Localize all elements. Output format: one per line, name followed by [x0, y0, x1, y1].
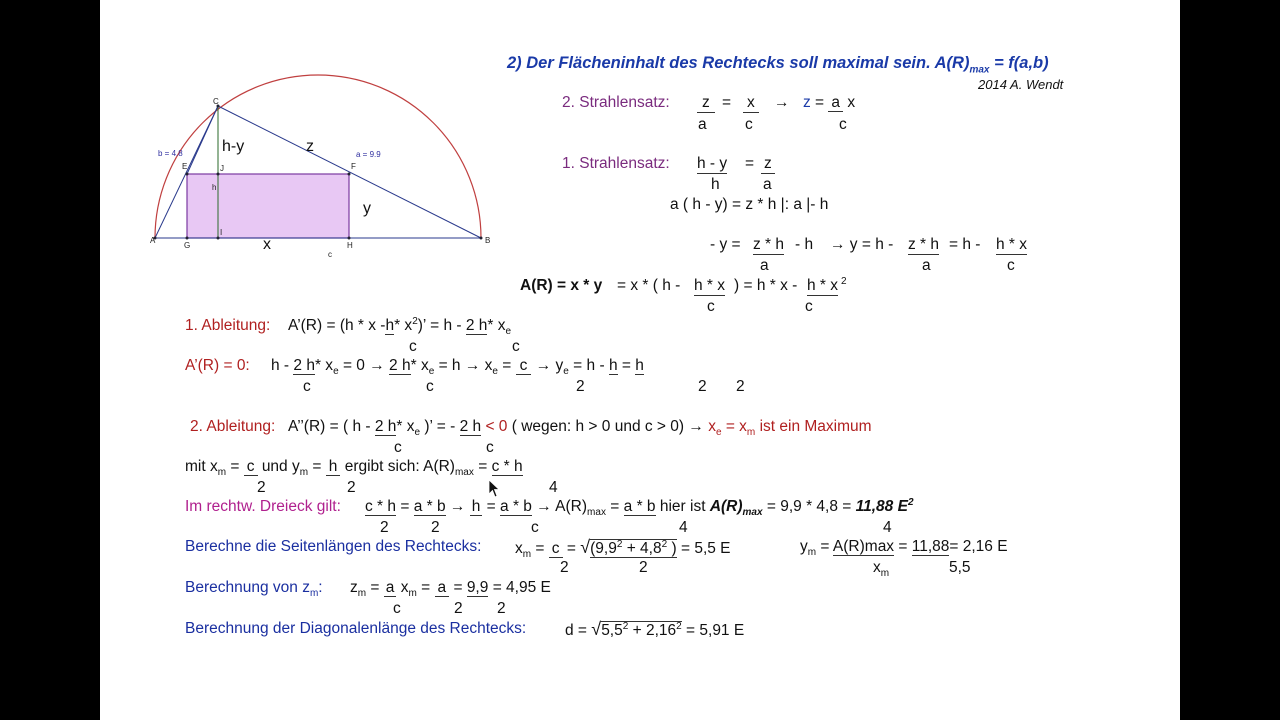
ss1-l3e: z * h: [908, 236, 940, 253]
zero-formula: h - 2 h* $x_e = 0 \to 2$ h* $x_e = h \to x_e = c \to y_e = h - h = h$: [271, 357, 644, 378]
area-a4: ) = h * x -: [734, 277, 798, 294]
ss1-l3a: - y =: [710, 236, 741, 253]
ss1-l3d: → y = h -: [830, 236, 894, 253]
label-pt-a: A: [150, 236, 156, 245]
label-pt-h-small: h: [212, 183, 217, 192]
label-pt-c-small: c: [328, 250, 332, 259]
ss1-l3den3: c: [1007, 257, 1015, 274]
zm-den1: c: [393, 600, 401, 617]
seiten-den4: 5,5: [949, 559, 971, 576]
point-g: [186, 237, 189, 240]
line-ce: [187, 106, 218, 174]
label-a-value: a = 9.9: [356, 150, 381, 159]
ss1-den1: h: [711, 176, 720, 193]
ss2-eq: =: [722, 94, 732, 111]
ss2-x: x: [743, 94, 759, 113]
mit-formula: mit $x_m = c$ und $y_m = h$ ergibt sich: $A(R)_{max} = c * h$: [185, 458, 523, 479]
abl1-den2: c: [512, 338, 520, 355]
zm-den2: 2: [454, 600, 463, 617]
ss1-l3g: h * x: [996, 236, 1028, 253]
ss1-l3f: = h -: [949, 236, 981, 253]
area-den1: c: [707, 298, 715, 315]
label-h-minus-y: h-y: [222, 138, 245, 155]
label-b-value: b = 4.8: [158, 149, 183, 158]
ss2-c: c: [745, 116, 753, 133]
mit-den2: 2: [347, 479, 356, 496]
label-pt-c: C: [213, 97, 219, 106]
mouse-cursor-icon: [488, 479, 502, 499]
dreieck-den5: 4: [883, 519, 892, 536]
abl1-formula: A’(R) = (h * x -h* $x^2$)’ = h - 2 h* $x_e$: [288, 315, 512, 338]
document-page: [100, 0, 1180, 720]
diag-label: Berechnung der Diagonalenlänge des Rechtecks:: [185, 620, 527, 637]
seiten-den1: 2: [560, 559, 569, 576]
ss1-l3b: z * h: [753, 236, 785, 253]
zero-den4: 2: [698, 378, 707, 395]
ss2-res-den: c: [839, 116, 847, 133]
ss1-l3c: - h: [795, 236, 814, 253]
dreieck-den4: 4: [679, 519, 688, 536]
ss1-num1: h - y: [697, 155, 728, 172]
author-credit: 2014 A. Wendt: [978, 77, 1064, 92]
strahlensatz1-label: 1. Strahlensatz:: [562, 155, 670, 172]
abl2-formula: A’’(R) = ( h - 2 h* $x_e$ )’ = - 2 h < 0 ( wegen: h > 0 und $c > 0) \to x_e = x_m$ ist ein Maximum: [288, 418, 872, 439]
label-pt-e: E: [182, 162, 188, 171]
label-pt-f: F: [351, 162, 356, 171]
dreieck-label: Im rechtw. Dreieck gilt:: [185, 498, 341, 515]
label-y: y: [363, 200, 371, 217]
point-b: [480, 237, 483, 240]
dreieck-den2: 2: [431, 519, 440, 536]
ss1-line2: a ( h - y) = z * h |: a |- h: [670, 196, 829, 213]
label-pt-g: G: [184, 241, 191, 250]
seiten-ym: $y_m = A(R)\max = 11,88= 2,16$ E: [800, 538, 1008, 559]
sqrt-sign-icon: √: [580, 537, 591, 557]
dreieck-den1: 2: [380, 519, 389, 536]
dreieck-formula: $c * h = a * b \to h = a * b \to A(R)_{max} = a * b$ hier ist $A(R)_{max} = 9,9 * 4,8 = 11,88$ $E^2$: [365, 496, 914, 519]
mit-den1: 2: [257, 479, 266, 496]
area-a1: A(R) = x * y: [520, 277, 603, 294]
mit-den3: 4: [549, 479, 558, 496]
abl1-label: 1. Ableitung:: [185, 317, 271, 334]
seiten-den2: 2: [639, 559, 648, 576]
zm-label: Berechnung von $z_m$:: [185, 579, 323, 600]
diag-formula: $d = √5,5^2 + 2,16^2 = 5,91$ E: [565, 619, 745, 639]
point-h: [348, 237, 351, 240]
dreieck-den3: c: [531, 519, 539, 536]
zm-formula: $z_m = a$ $x_m = a = 9,9 = 4,95$ E: [350, 579, 551, 600]
label-pt-i: I: [220, 228, 223, 237]
seiten-den3: $x_m$: [873, 559, 890, 580]
strahlensatz2-label: 2. Strahlensatz:: [562, 94, 670, 111]
abl1-den1: c: [409, 338, 417, 355]
zm-den3: 2: [497, 600, 506, 617]
point-e: [186, 173, 189, 176]
page-title: 2) Der Flächeninhalt des Rechtecks soll maximal sein. $A(R)_{max} = f(a,b)$: [507, 54, 1049, 76]
zero-den1: c: [303, 378, 311, 395]
area-a5: h * x: [807, 277, 839, 294]
ss2-arrow: →: [774, 94, 790, 111]
zero-label: A’(R) = 0:: [185, 357, 250, 374]
ss2-result: z = a x: [803, 94, 856, 111]
abl2-label: 2. Ableitung:: [190, 418, 276, 435]
ss1-den2: a: [763, 176, 772, 193]
zero-den3: 2: [576, 378, 585, 395]
ss1-l3den2: a: [922, 257, 931, 274]
seiten-xm: $x_m = c = √(9,9^2 + 4,8^2$ ) = 5,5 E: [515, 537, 731, 561]
label-pt-h: H: [347, 241, 353, 250]
label-pt-j: J: [220, 164, 224, 173]
label-z: z: [306, 138, 314, 155]
sqrt-sign-icon: √: [591, 619, 602, 639]
point-f: [348, 173, 351, 176]
ss1-l3den1: a: [760, 257, 769, 274]
area-a6: 2: [841, 276, 847, 287]
zero-den5: 2: [736, 378, 745, 395]
zero-den2: c: [426, 378, 434, 395]
abl2-den1: c: [394, 439, 402, 456]
ss2-a: a: [698, 116, 707, 133]
area-a2: = x * ( h -: [617, 277, 681, 294]
ss1-eq: =: [745, 155, 755, 172]
area-a3: h * x: [694, 277, 726, 294]
label-x: x: [263, 236, 271, 253]
label-pt-b: B: [485, 236, 491, 245]
abl2-den2: c: [486, 439, 494, 456]
ss1-num2: z: [761, 155, 775, 174]
ss2-z: z: [697, 94, 715, 113]
seiten-label: Berechne die Seitenlängen des Rechtecks:: [185, 538, 482, 555]
area-den2: c: [805, 298, 813, 315]
